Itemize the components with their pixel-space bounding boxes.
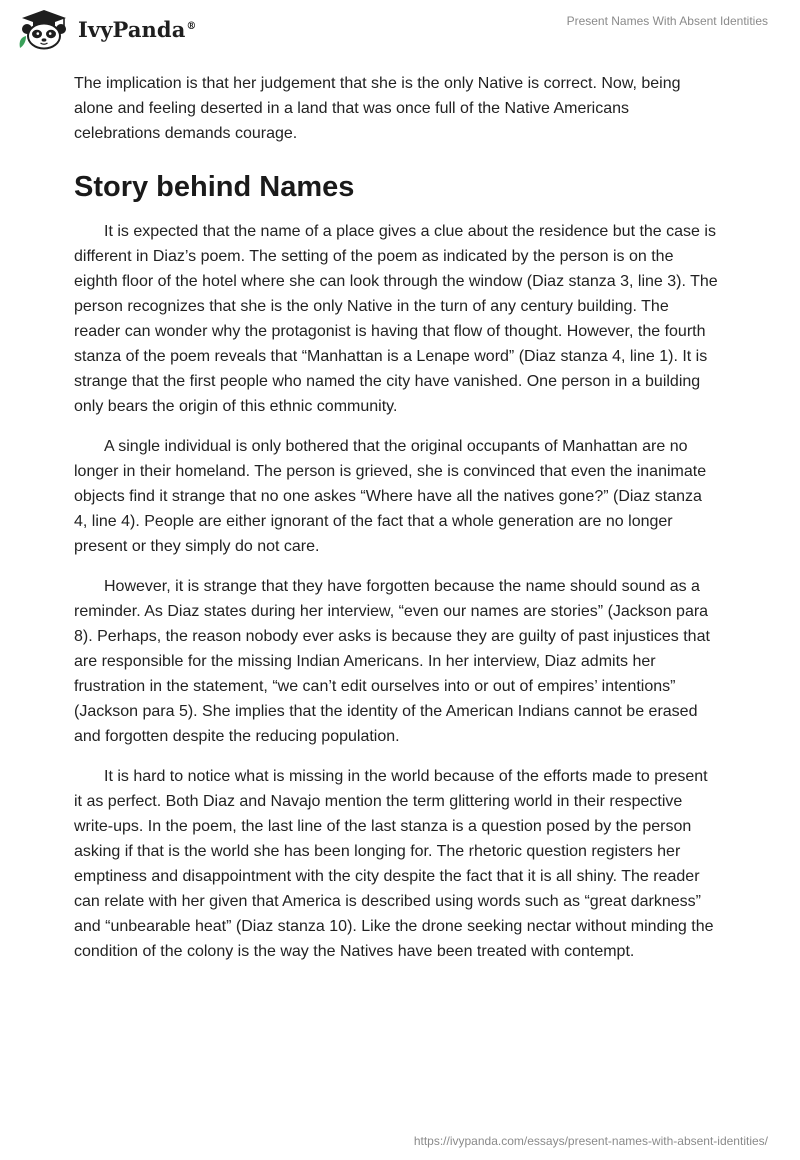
body-paragraph-1: It is expected that the name of a place gives a clue about the residence but the case is different in Diaz’s poem. The setting of the poem as indicated by the person is on the eighth floor of the hotel where she can look through the window (Diaz stanza 3, line 3). The person recognizes that she is the only Native in the turn of any century building. The reader can wonder why the protagonist is having that flow of thought. However, the fourth stanza of the poem reveals that “Manhattan is a Lenape word” (Diaz stanza 4, line 1). It is strange that the first people who named the city have vanished. One person in a building only bears the origin of this ethnic community. <box>74 223 718 415</box>
panda-graduate-logo-icon <box>14 8 72 50</box>
document-title: Present Names With Absent Identities <box>566 14 768 28</box>
brand-name: IvyPanda® <box>78 16 197 42</box>
page-header <box>0 0 800 64</box>
essay-content <box>74 71 718 964</box>
section-heading: Story behind Names <box>74 171 355 203</box>
footer-url[interactable]: https://ivypanda.com/essays/present-names-with-absent-identities/ <box>413 1134 768 1148</box>
body-paragraph-4: It is hard to notice what is missing in the world because of the efforts made to present it as perfect. Both Diaz and Navajo mention the term glittering world in their respective write-ups. In the poem, the last line of the last stanza is a question posed by the person asking if that is the world she has been longing for. The rhetoric question registers her emptiness and disappointment with the city despite the fact that it is all shiny. The reader can relate with her given that America is described using words such as “great darkness” and “unbearable heat” (Diaz stanza 10). Like the drone seeking nectar without minding the condition of the colony is the way the Natives have been treated with contempt. <box>74 768 714 960</box>
body-paragraph-2: A single individual is only bothered that the original occupants of Manhattan are no longer in their homeland. The person is grieved, she is convinced that even the inanimate objects find it strange that no one askes “Where have all the natives gone?” (Diaz stanza 4, line 4). People are either ignorant of the fact that a whole generation are no longer present or they simply do not care. <box>74 438 707 555</box>
intro-paragraph: The implication is that her judgement that she is the only Native is correct. Now, being alone and feeling deserted in a land that was once full of the Native Americans celebrations demands courage. <box>74 75 681 142</box>
logo[interactable] <box>14 8 197 50</box>
body-paragraph-3: However, it is strange that they have forgotten because the name should sound as a reminder. As Diaz states during her interview, “even our names are stories” (Jackson para 8). Perhaps, the reason nobody ever asks is because they are guilty of past injustices that are responsible for the missing Indian Americans. In her interview, Diaz admits her frustration in the statement, “we can’t edit ourselves into or out of empires’ intentions” (Jackson para 5). She implies that the identity of the American Indians cannot be erased and forgotten despite the reducing population. <box>74 578 710 745</box>
